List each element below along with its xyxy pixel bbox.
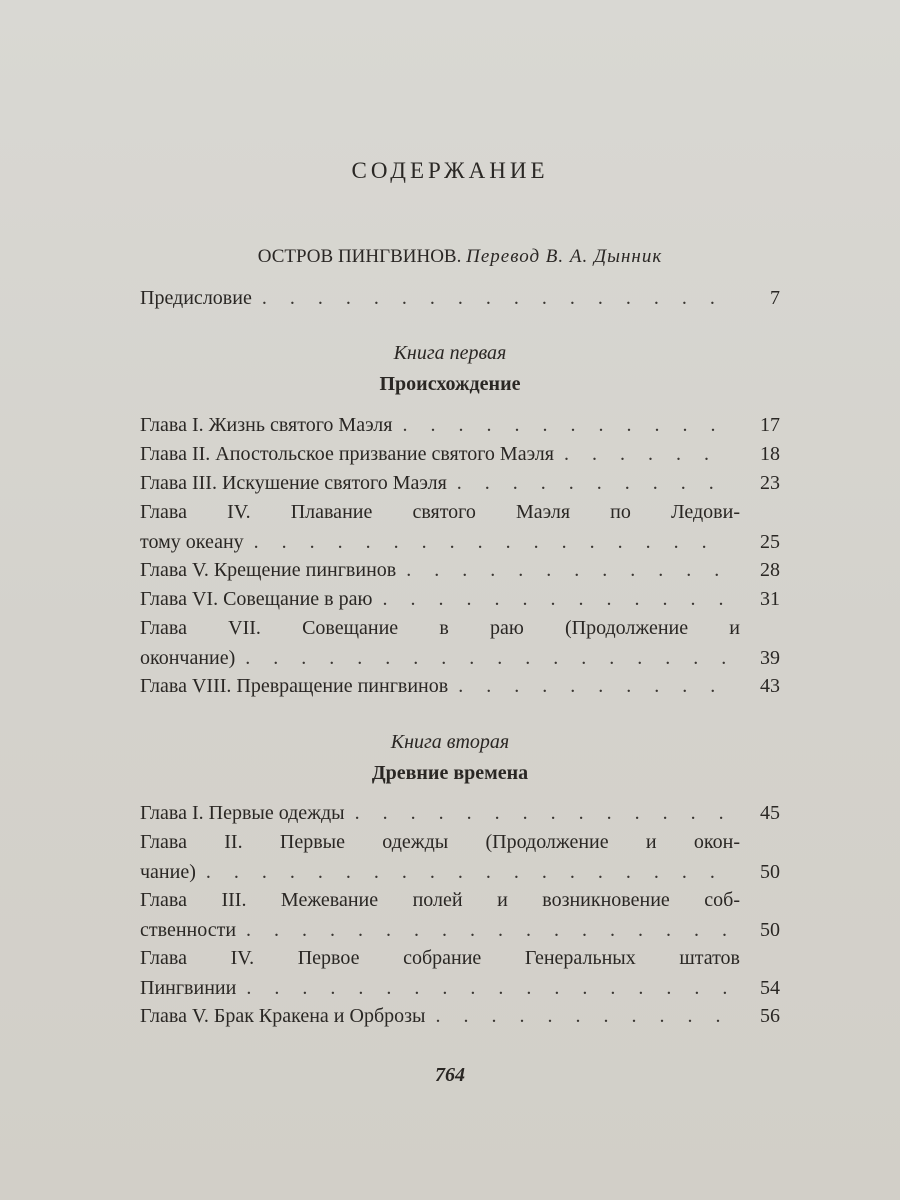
entry-page: 43 <box>760 675 780 697</box>
entry-title-line: Глава IV. Первое собрание Генеральных штатов <box>140 947 740 969</box>
book-1-title: Происхождение <box>379 373 521 395</box>
entry-title-line: Пингвинии <box>140 977 237 999</box>
entry-page: 18 <box>760 443 780 465</box>
toc-entry <box>140 827 780 887</box>
toc-entry <box>140 885 780 945</box>
leader-dots <box>382 584 730 614</box>
toc-entry <box>140 943 780 1003</box>
toc-entry <box>140 798 780 828</box>
toc-entry <box>140 1001 780 1031</box>
entry-title-line: Глава VI. Совещание в раю <box>140 588 373 610</box>
toc-entry-preface <box>140 283 780 313</box>
leader-dots <box>402 410 730 440</box>
entry-title-line: Глава III. Межевание полей и возникновение соб- <box>140 889 740 911</box>
toc-entry <box>140 468 780 498</box>
entry-title-line: Глава VIII. Превращение пингвинов <box>140 675 449 697</box>
toc-entry <box>140 671 780 701</box>
book-2-label: Книга вторая <box>390 731 510 753</box>
work-translator: Перевод В. А. Дынник <box>466 246 663 267</box>
book-2-title: Древние времена <box>371 762 529 784</box>
book-1-label: Книга первая <box>393 342 507 364</box>
leader-dots <box>458 671 730 701</box>
entry-title-line: чание) <box>140 861 196 883</box>
toc-entry <box>140 439 780 469</box>
entry-title-line: Глава II. Апостольское призвание святого Маэля <box>140 443 554 465</box>
entry-title-line: ственности <box>140 919 237 941</box>
entry-page: 54 <box>760 977 780 999</box>
entry-page: 39 <box>760 647 780 669</box>
entry-title-line: Глава I. Жизнь святого Маэля <box>140 414 393 436</box>
entry-title-line: Глава IV. Плавание святого Маэля по Ледови- <box>140 501 740 523</box>
entry-title-line: тому океану <box>140 531 244 553</box>
entry-page: 56 <box>760 1005 780 1027</box>
leader-dots <box>262 283 730 313</box>
leader-dots <box>246 915 730 945</box>
leader-dots <box>564 439 730 469</box>
entry-title: Предисловие <box>140 287 252 309</box>
work-heading <box>140 246 780 268</box>
work-title: ОСТРОВ ПИНГВИНОВ. <box>257 246 462 267</box>
entry-page: 45 <box>760 802 780 824</box>
entry-page: 50 <box>760 861 780 883</box>
entry-page: 17 <box>760 414 780 436</box>
leader-dots <box>206 857 730 887</box>
entry-title-line: Глава V. Крещение пингвинов <box>140 559 397 581</box>
leader-dots <box>254 527 730 557</box>
leader-dots <box>406 555 730 585</box>
entry-title-line: Глава VII. Совещание в раю (Продолжение и <box>140 617 740 639</box>
entry-page: 28 <box>760 559 780 581</box>
entry-page: 7 <box>770 287 780 309</box>
leader-dots <box>246 973 730 1003</box>
leader-dots <box>457 468 730 498</box>
page-number: 764 <box>435 1064 465 1086</box>
toc-entry <box>140 410 780 440</box>
entry-page: 50 <box>760 919 780 941</box>
leader-dots <box>355 798 730 828</box>
toc-entry <box>140 584 780 614</box>
entry-title-line: Глава III. Искушение святого Маэля <box>140 472 447 494</box>
entry-page: 31 <box>760 588 780 610</box>
entry-title-line: Глава II. Первые одежды (Продолжение и окон- <box>140 831 740 853</box>
entry-page: 25 <box>760 531 780 553</box>
leader-dots <box>245 643 730 673</box>
toc-entry <box>140 497 780 557</box>
entry-page: 23 <box>760 472 780 494</box>
entry-title-line: Глава V. Брак Кракена и Орброзы <box>140 1005 426 1027</box>
entry-title-line: Глава I. Первые одежды <box>140 802 345 824</box>
entry-title-line: окончание) <box>140 647 236 669</box>
toc-entry <box>140 613 780 673</box>
toc-entry <box>140 555 780 585</box>
leader-dots <box>435 1001 730 1031</box>
contents-heading: СОДЕРЖАНИЕ <box>351 158 549 183</box>
